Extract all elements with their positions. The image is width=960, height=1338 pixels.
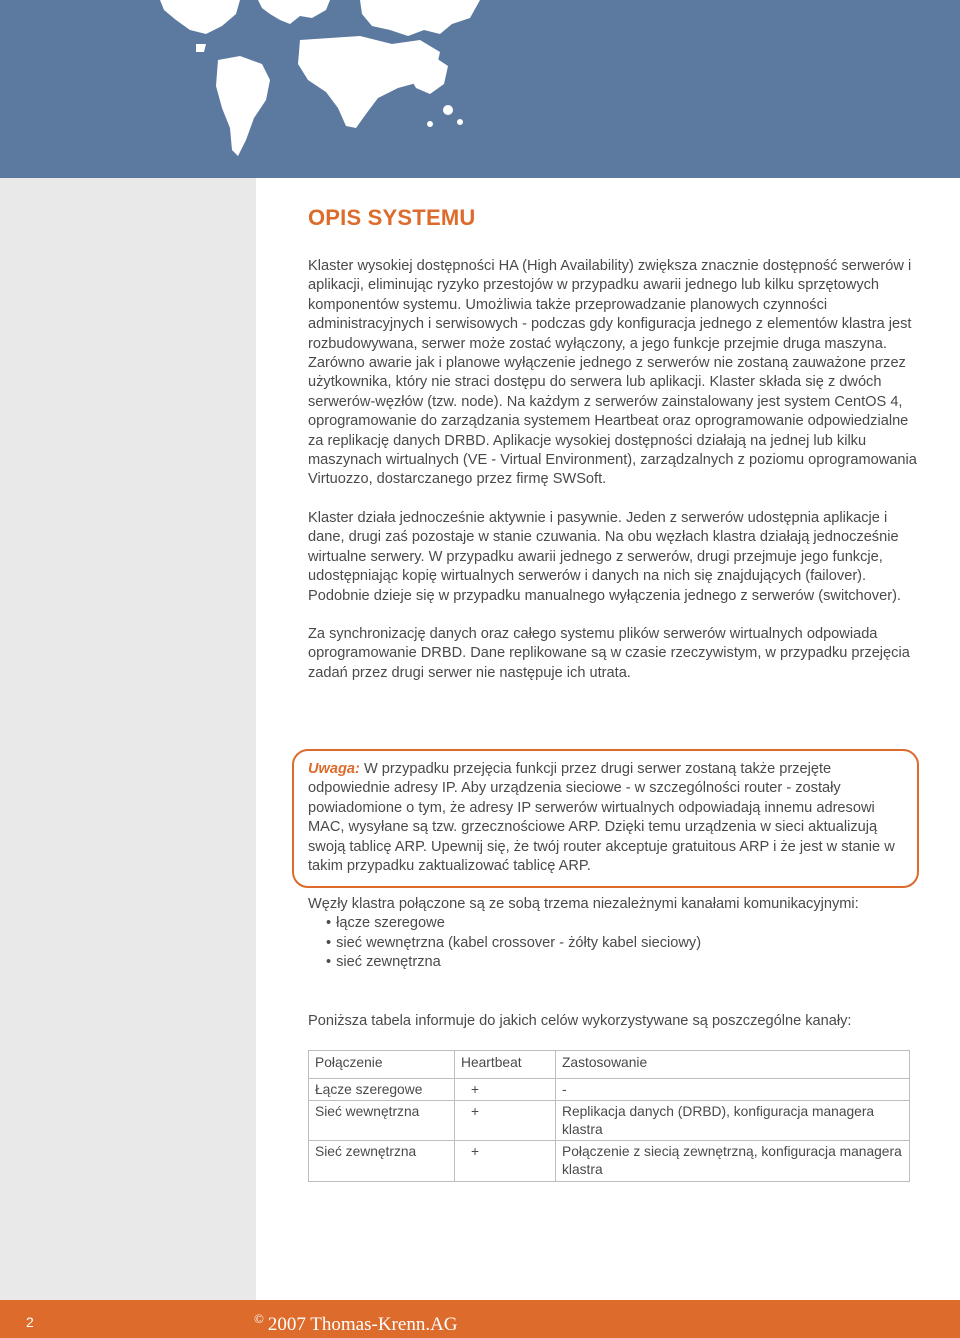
paragraph-drbd: Za synchronizację danych oraz całego systemu plików serwerów wirtualnych odpowiada oprogramowanie DRBD. Dane replikowane są w czasie rzeczywistym, w przypadku przejęcia zadań przez drugi serwer nie następuje ich utrata. <box>308 625 910 681</box>
list-item: • sieć wewnętrzna (kabel crossover - żółty kabel sieciowy) <box>326 934 918 953</box>
note-text: W przypadku przejęcia funkcji przez drugi serwer zostaną także przejęte odpowiednie adresy IP. Aby urządzenia sieciowe - w szczególności router - zostały powiadomione o tym, że adresy IP serwerów wirtualnych odpowiadają innemu adresowi MAC, wysyłane są tzw. grzecznościowe ARP. Dzięki temu urządzenia w sieci aktualizują swoją tablicę ARP. Upewnij się, że twój router akceptuje gratuitous ARP i że jest w stanie w takim przypadku zaktualizować tablicę ARP. <box>308 761 895 875</box>
note-label: Uwaga: <box>308 761 360 777</box>
page-number: 2 <box>26 1314 34 1330</box>
table-cell: Łącze szeregowe <box>309 1078 455 1101</box>
copyright-text: 2007 Thomas-Krenn.AG <box>267 1314 458 1335</box>
note-box <box>292 749 919 888</box>
table-header-cell: Heartbeat <box>455 1051 556 1079</box>
channels-list <box>308 914 918 972</box>
footer-bar <box>0 1300 960 1338</box>
table-intro: Poniższa tabela informuje do jakich celów wykorzystywane są poszczególne kanały: <box>308 1013 852 1029</box>
table-cell: + <box>455 1078 556 1101</box>
channels-intro: Węzły klastra połączone są ze sobą trzema niezależnymi kanałami komunikacyjnymi: <box>308 896 859 912</box>
copyright <box>254 1311 458 1336</box>
table-cell: Połączenie z siecią zewnętrzną, konfiguracja managera klastra <box>556 1141 910 1181</box>
table-row <box>309 1141 910 1181</box>
table-cell: + <box>455 1141 556 1181</box>
paragraph-intro: Klaster wysokiej dostępności HA (High Availability) zwiększa znacznie dostępność serwerów i aplikacji, eliminując ryzyko przestojów w przypadku awarii jednego lub kilku sprzętowych komponentów systemu. Umożliwia także przeprowadzanie planowych czynności administracyjnych i serwisowych - podczas gdy konfiguracja jednego z elementów klastra jest rozbudowywana, serwer może zostać wyłączony, a jego funkcje przejmie druga maszyna. Zarówno awarie jak i planowe wyłączenie jednego z serwerów nie zostaną zauważone przez użytkownika, który nie straci dostępu do serwera lub aplikacji. Klaster składa się z dwóch serwerów-węzłów (tzw. node). Na każdym z serwerów zainstalowany jest system CentOS 4, oprogramowanie do zarządzania systemem Heartbeat oraz oprogramowanie odpowiedzialne za replikację danych DRBD. Aplikacje wysokiej dostępności działają na jednej lub kilku maszynach wirtualnych (VE - Virtual Environment), zarządzalnych z poziomu oprogramowania Virtuozzo, dostarczanego przez firmę SWSoft. <box>308 258 917 488</box>
table-cell: Sieć zewnętrzna <box>309 1141 455 1181</box>
table-cell: + <box>455 1101 556 1141</box>
channels-section <box>308 895 918 973</box>
table-cell: Replikacja danych (DRBD), konfiguracja managera klastra <box>556 1101 910 1141</box>
list-item: • łącze szeregowe <box>326 914 918 933</box>
page-title: OPIS SYSTEMU <box>308 205 476 230</box>
table-header-cell: Połączenie <box>309 1051 455 1079</box>
paragraph-active-passive: Klaster działa jednocześnie aktywnie i pasywnie. Jeden z serwerów udostępnia aplikacje i dane, drugi zaś pozostaje w stanie czuwania. Na obu węzłach klastra działają jednocześnie wirtualne serwery. W przypadku awarii jednego z serwerów, drugi przejmuje jego funkcje, udostępniając kopię wirtualnych serwerów i danych na nich się znajdujących (failover). Podobnie dzieje się w przypadku manualnego wyłączenia jednego z serwerów (switchover). <box>308 509 901 604</box>
main-content <box>308 205 918 702</box>
left-sidebar-band <box>0 178 256 1300</box>
world-map-icon <box>0 0 960 178</box>
table-cell: Sieć wewnętrzna <box>309 1101 455 1141</box>
table-header-cell: Zastosowanie <box>556 1051 910 1079</box>
table-row <box>309 1101 910 1141</box>
header-banner <box>0 0 960 178</box>
table-cell: - <box>556 1078 910 1101</box>
list-item: • sieć zewnętrzna <box>326 953 918 972</box>
table-row <box>309 1078 910 1101</box>
copyright-symbol: © <box>254 1311 264 1326</box>
channels-table <box>308 1050 910 1182</box>
table-header-row <box>309 1051 910 1079</box>
